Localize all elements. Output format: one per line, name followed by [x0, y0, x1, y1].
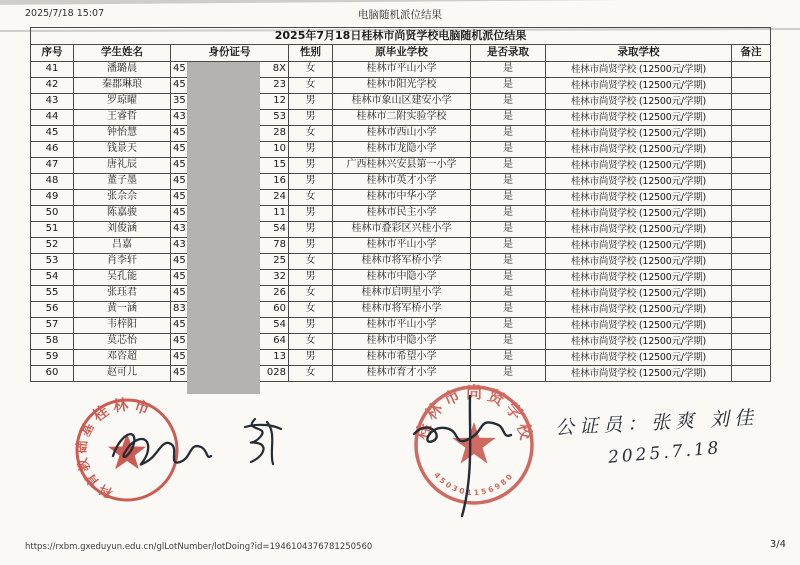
id-suffix: 23 [273, 79, 286, 91]
table-row [31, 238, 771, 254]
cell-gender: 男 [289, 174, 333, 190]
cell-serial-no: 54 [31, 270, 74, 286]
cell-student-name: 吴孔能 [74, 270, 171, 286]
cell-gender: 女 [289, 190, 333, 206]
cell-from-school: 桂林市中华小学 [333, 190, 471, 206]
cell-gender: 男 [289, 318, 333, 334]
table-row [31, 78, 771, 94]
cell-serial-no: 43 [31, 94, 74, 110]
cell-serial-no: 52 [31, 238, 74, 254]
table-title: 2025年7月18日桂林市尚贤学校电脑随机派位结果 [31, 28, 771, 45]
id-prefix: 45 [173, 175, 186, 187]
cell-serial-no: 56 [31, 302, 74, 318]
cell-admitted: 是 [471, 238, 546, 254]
cell-serial-no: 44 [31, 110, 74, 126]
cell-remark [732, 174, 771, 190]
cell-serial-no: 46 [31, 142, 74, 158]
id-suffix: 64 [273, 335, 286, 347]
column-header-1: 序号 [31, 45, 74, 62]
cell-serial-no: 55 [31, 286, 74, 302]
table-row [31, 142, 771, 158]
cell-remark [732, 270, 771, 286]
cell-remark [732, 222, 771, 238]
id-suffix: 28 [273, 127, 286, 139]
cell-gender: 男 [289, 238, 333, 254]
cell-admit-school: 桂林市尚贤学校 (12500元/学期) [546, 334, 732, 350]
cell-admitted: 是 [471, 126, 546, 142]
cell-remark [732, 142, 771, 158]
cell-admitted: 是 [471, 206, 546, 222]
id-prefix: 83 [173, 303, 186, 315]
id-suffix: 53 [273, 111, 286, 123]
stamp-char: 科 [96, 480, 116, 500]
cell-gender: 女 [289, 286, 333, 302]
cell-gender: 男 [289, 110, 333, 126]
cell-from-school: 桂林市平山小学 [333, 62, 471, 78]
table-row [31, 334, 771, 350]
cell-from-school: 桂林市西山小学 [333, 126, 471, 142]
cell-admit-school: 桂林市尚贤学校 (12500元/学期) [546, 254, 732, 270]
cell-remark [732, 158, 771, 174]
cell-admit-school: 桂林市尚贤学校 (12500元/学期) [546, 350, 732, 366]
table-row [31, 126, 771, 142]
stamp-char: 础 [74, 439, 91, 455]
cell-admitted: 是 [471, 158, 546, 174]
cell-student-name: 唐礼辰 [74, 158, 171, 174]
cell-student-name: 莫芯怡 [74, 334, 171, 350]
cell-serial-no: 57 [31, 318, 74, 334]
cell-admit-school: 桂林市尚贤学校 (12500元/学期) [546, 174, 732, 190]
cell-admitted: 是 [471, 286, 546, 302]
table-row [31, 270, 771, 286]
column-header-row [31, 45, 771, 62]
cell-admitted: 是 [471, 270, 546, 286]
cell-student-name: 吕嘉 [74, 238, 171, 254]
cell-gender: 男 [289, 142, 333, 158]
cell-gender: 女 [289, 366, 333, 382]
table-row [31, 158, 771, 174]
id-prefix: 45 [173, 351, 186, 363]
column-header-8: 备注 [732, 45, 771, 62]
cell-admit-school: 桂林市尚贤学校 (12500元/学期) [546, 142, 732, 158]
cell-admitted: 是 [471, 318, 546, 334]
cell-from-school: 桂林市民主小学 [333, 206, 471, 222]
id-prefix: 45 [173, 127, 186, 139]
cell-student-name: 陈嘉骏 [74, 206, 171, 222]
source-url: https://rxbm.gxeduyun.edu.cn/glLotNumber/lotDoing?id=1946104376781250560 [25, 542, 373, 552]
cell-from-school: 桂林市象山区建安小学 [333, 94, 471, 110]
cell-admit-school: 桂林市尚贤学校 (12500元/学期) [546, 126, 732, 142]
column-header-3: 身份证号 [171, 45, 289, 62]
scan-edge-artifact [0, 0, 800, 5]
id-suffix: 25 [273, 255, 286, 267]
cell-from-school: 桂林市将军桥小学 [333, 254, 471, 270]
cell-remark [732, 126, 771, 142]
cell-admitted: 是 [471, 366, 546, 382]
cell-gender: 男 [289, 94, 333, 110]
printed-datetime: 2025/7/18 15:07 [25, 8, 105, 19]
table-row [31, 174, 771, 190]
cell-admit-school: 桂林市尚贤学校 (12500元/学期) [546, 286, 732, 302]
cell-admit-school: 桂林市尚贤学校 (12500元/学期) [546, 78, 732, 94]
cell-admit-school: 桂林市尚贤学校 (12500元/学期) [546, 238, 732, 254]
cell-student-name: 刘俊涵 [74, 222, 171, 238]
cell-remark [732, 238, 771, 254]
cell-remark [732, 254, 771, 270]
id-suffix: 16 [273, 175, 286, 187]
table-row [31, 206, 771, 222]
id-suffix: 24 [273, 191, 286, 203]
cell-student-name: 邓咨超 [74, 350, 171, 366]
id-prefix: 45 [173, 319, 186, 331]
cell-student-name: 钱景天 [74, 142, 171, 158]
cell-serial-no: 47 [31, 158, 74, 174]
stamp-char: 学 [501, 399, 527, 424]
id-prefix: 45 [173, 159, 186, 171]
cell-admit-school: 桂林市尚贤学校 (12500元/学期) [546, 366, 732, 382]
cell-student-name: 王睿哲 [74, 110, 171, 126]
stamp-char: 桂 [89, 401, 112, 425]
cell-admit-school: 桂林市尚贤学校 (12500元/学期) [546, 302, 732, 318]
id-suffix: 15 [273, 159, 286, 171]
id-suffix: 11 [273, 207, 286, 219]
id-suffix: 8X [272, 63, 286, 75]
cell-admitted: 是 [471, 174, 546, 190]
stamp-char: 市 [440, 385, 464, 410]
table-row [31, 110, 771, 126]
column-header-4: 性别 [289, 45, 333, 62]
cell-admitted: 是 [471, 254, 546, 270]
cell-gender: 男 [289, 350, 333, 366]
cell-student-name: 黄一涵 [74, 302, 171, 318]
cell-remark [732, 334, 771, 350]
id-prefix: 43 [173, 239, 186, 251]
cell-serial-no: 51 [31, 222, 74, 238]
id-prefix: 45 [173, 79, 186, 91]
cell-serial-no: 42 [31, 78, 74, 94]
stamp-char: 教 [75, 456, 94, 474]
cell-remark [732, 286, 771, 302]
cell-from-school: 桂林市中隐小学 [333, 334, 471, 350]
cell-remark [732, 350, 771, 366]
cell-student-name: 赵可儿 [74, 366, 171, 382]
cell-from-school: 桂林市中隐小学 [333, 270, 471, 286]
id-prefix: 45 [173, 335, 186, 347]
cell-gender: 女 [289, 78, 333, 94]
cell-gender: 男 [289, 270, 333, 286]
stamp-char: 林 [111, 395, 130, 416]
id-suffix: 54 [273, 223, 286, 235]
signature-principal [408, 390, 518, 520]
cell-from-school: 桂林市平山小学 [333, 318, 471, 334]
cell-remark [732, 78, 771, 94]
table-row [31, 318, 771, 334]
id-prefix: 35 [173, 95, 186, 107]
cell-admitted: 是 [471, 350, 546, 366]
cell-serial-no: 59 [31, 350, 74, 366]
id-redaction-box [187, 62, 260, 394]
cell-serial-no: 53 [31, 254, 74, 270]
cell-remark [732, 190, 771, 206]
cell-gender: 女 [289, 254, 333, 270]
cell-student-name: 秦郡琳琅 [74, 78, 171, 94]
id-suffix: 13 [273, 351, 286, 363]
cell-gender: 女 [289, 126, 333, 142]
signature-reviewer-1 [105, 418, 215, 478]
id-suffix: 10 [273, 143, 286, 155]
table-row [31, 350, 771, 366]
table-body [31, 62, 771, 382]
stamp-char: 育 [82, 469, 103, 490]
stamp-char: 校 [513, 421, 536, 442]
cell-admit-school: 桂林市尚贤学校 (12500元/学期) [546, 270, 732, 286]
cell-remark [732, 366, 771, 382]
stamp-char: 尚 [465, 383, 483, 402]
table-row [31, 254, 771, 270]
cell-student-name: 张珏君 [74, 286, 171, 302]
cell-student-name: 董子墨 [74, 174, 171, 190]
cell-admit-school: 桂林市尚贤学校 (12500元/学期) [546, 158, 732, 174]
cell-admitted: 是 [471, 78, 546, 94]
page-indicator: 3/4 [769, 539, 786, 550]
cell-from-school: 桂林市育才小学 [333, 366, 471, 382]
column-header-7: 录取学校 [546, 45, 732, 62]
cell-serial-no: 60 [31, 366, 74, 382]
notary-date: 2025.7.18 [607, 438, 723, 468]
cell-gender: 女 [289, 302, 333, 318]
id-suffix: 26 [273, 287, 286, 299]
cell-admitted: 是 [471, 110, 546, 126]
column-header-6: 是否录取 [471, 45, 546, 62]
cell-student-name: 韦梓阳 [74, 318, 171, 334]
cell-admit-school: 桂林市尚贤学校 (12500元/学期) [546, 222, 732, 238]
cell-student-name: 肖李轩 [74, 254, 171, 270]
id-suffix: 028 [266, 367, 286, 379]
stamp-char: 林 [421, 399, 447, 424]
cell-admit-school: 桂林市尚贤学校 (12500元/学期) [546, 62, 732, 78]
cell-admitted: 是 [471, 62, 546, 78]
id-suffix: 54 [273, 319, 286, 331]
id-prefix: 45 [173, 207, 186, 219]
cell-gender: 女 [289, 62, 333, 78]
stamp-serial-number: 450301156980 [432, 470, 516, 498]
cell-admitted: 是 [471, 334, 546, 350]
cell-gender: 男 [289, 206, 333, 222]
table-row [31, 62, 771, 78]
cell-admitted: 是 [471, 94, 546, 110]
cell-from-school: 桂林市平山小学 [333, 238, 471, 254]
cell-from-school: 广西桂林兴安县第一小学 [333, 158, 471, 174]
cell-serial-no: 48 [31, 174, 74, 190]
cell-gender: 男 [289, 158, 333, 174]
id-prefix: 45 [173, 143, 186, 155]
cell-remark [732, 62, 771, 78]
stamp-char: 贤 [484, 385, 508, 410]
column-header-5: 原毕业学校 [333, 45, 471, 62]
cell-admit-school: 桂林市尚贤学校 (12500元/学期) [546, 110, 732, 126]
cell-student-name: 张佘佘 [74, 190, 171, 206]
stamp-char: 桂 [412, 421, 435, 442]
lottery-results-table [30, 27, 771, 382]
doc-header-title: 电脑随机派位结果 [358, 9, 442, 21]
stamp-char: 基 [78, 420, 98, 440]
cell-from-school: 桂林市叠彩区兴桂小学 [333, 222, 471, 238]
id-prefix: 43 [173, 111, 186, 123]
cell-remark [732, 302, 771, 318]
cell-student-name: 罗琼曜 [74, 94, 171, 110]
cell-remark [732, 318, 771, 334]
cell-admitted: 是 [471, 222, 546, 238]
cell-gender: 男 [289, 222, 333, 238]
cell-remark [732, 94, 771, 110]
id-prefix: 45 [173, 255, 186, 267]
column-header-2: 学生姓名 [74, 45, 171, 62]
cell-serial-no: 41 [31, 62, 74, 78]
cell-remark [732, 110, 771, 126]
cell-from-school: 桂林市阳光学校 [333, 78, 471, 94]
table-title-row [31, 28, 771, 45]
id-prefix: 45 [173, 63, 186, 75]
cell-gender: 女 [289, 334, 333, 350]
cell-admitted: 是 [471, 190, 546, 206]
cell-admitted: 是 [471, 142, 546, 158]
cell-from-school: 桂林市启明星小学 [333, 286, 471, 302]
table-row [31, 286, 771, 302]
id-prefix: 45 [173, 271, 186, 283]
cell-admit-school: 桂林市尚贤学校 (12500元/学期) [546, 206, 732, 222]
cell-admit-school: 桂林市尚贤学校 (12500元/学期) [546, 318, 732, 334]
id-prefix: 43 [173, 223, 186, 235]
cell-serial-no: 58 [31, 334, 74, 350]
stamp-char: 市 [131, 396, 153, 419]
cell-admit-school: 桂林市尚贤学校 (12500元/学期) [546, 190, 732, 206]
id-suffix: 12 [273, 95, 286, 107]
cell-remark [732, 206, 771, 222]
cell-admitted: 是 [471, 302, 546, 318]
id-suffix: 60 [273, 303, 286, 315]
cell-student-name: 潘璐晨 [74, 62, 171, 78]
table-row [31, 222, 771, 238]
cell-admit-school: 桂林市尚贤学校 (12500元/学期) [546, 94, 732, 110]
signature-reviewer-2 [233, 413, 289, 469]
id-prefix: 45 [173, 367, 186, 379]
cell-from-school: 桂林市英才小学 [333, 174, 471, 190]
table-row [31, 94, 771, 110]
id-suffix: 78 [273, 239, 286, 251]
cell-student-name: 钟怡慧 [74, 126, 171, 142]
id-prefix: 45 [173, 287, 186, 299]
cell-from-school: 桂林市希望小学 [333, 350, 471, 366]
cell-from-school: 桂林市二附实验学校 [333, 110, 471, 126]
cell-from-school: 桂林市将军桥小学 [333, 302, 471, 318]
id-suffix: 32 [273, 271, 286, 283]
id-prefix: 45 [173, 191, 186, 203]
table-row [31, 366, 771, 382]
table-row [31, 190, 771, 206]
cell-from-school: 桂林市龙隐小学 [333, 142, 471, 158]
cell-serial-no: 49 [31, 190, 74, 206]
table-row [31, 302, 771, 318]
cell-serial-no: 50 [31, 206, 74, 222]
cell-serial-no: 45 [31, 126, 74, 142]
notary-signature-line: 公证员：张爽 刘佳 [554, 406, 759, 440]
